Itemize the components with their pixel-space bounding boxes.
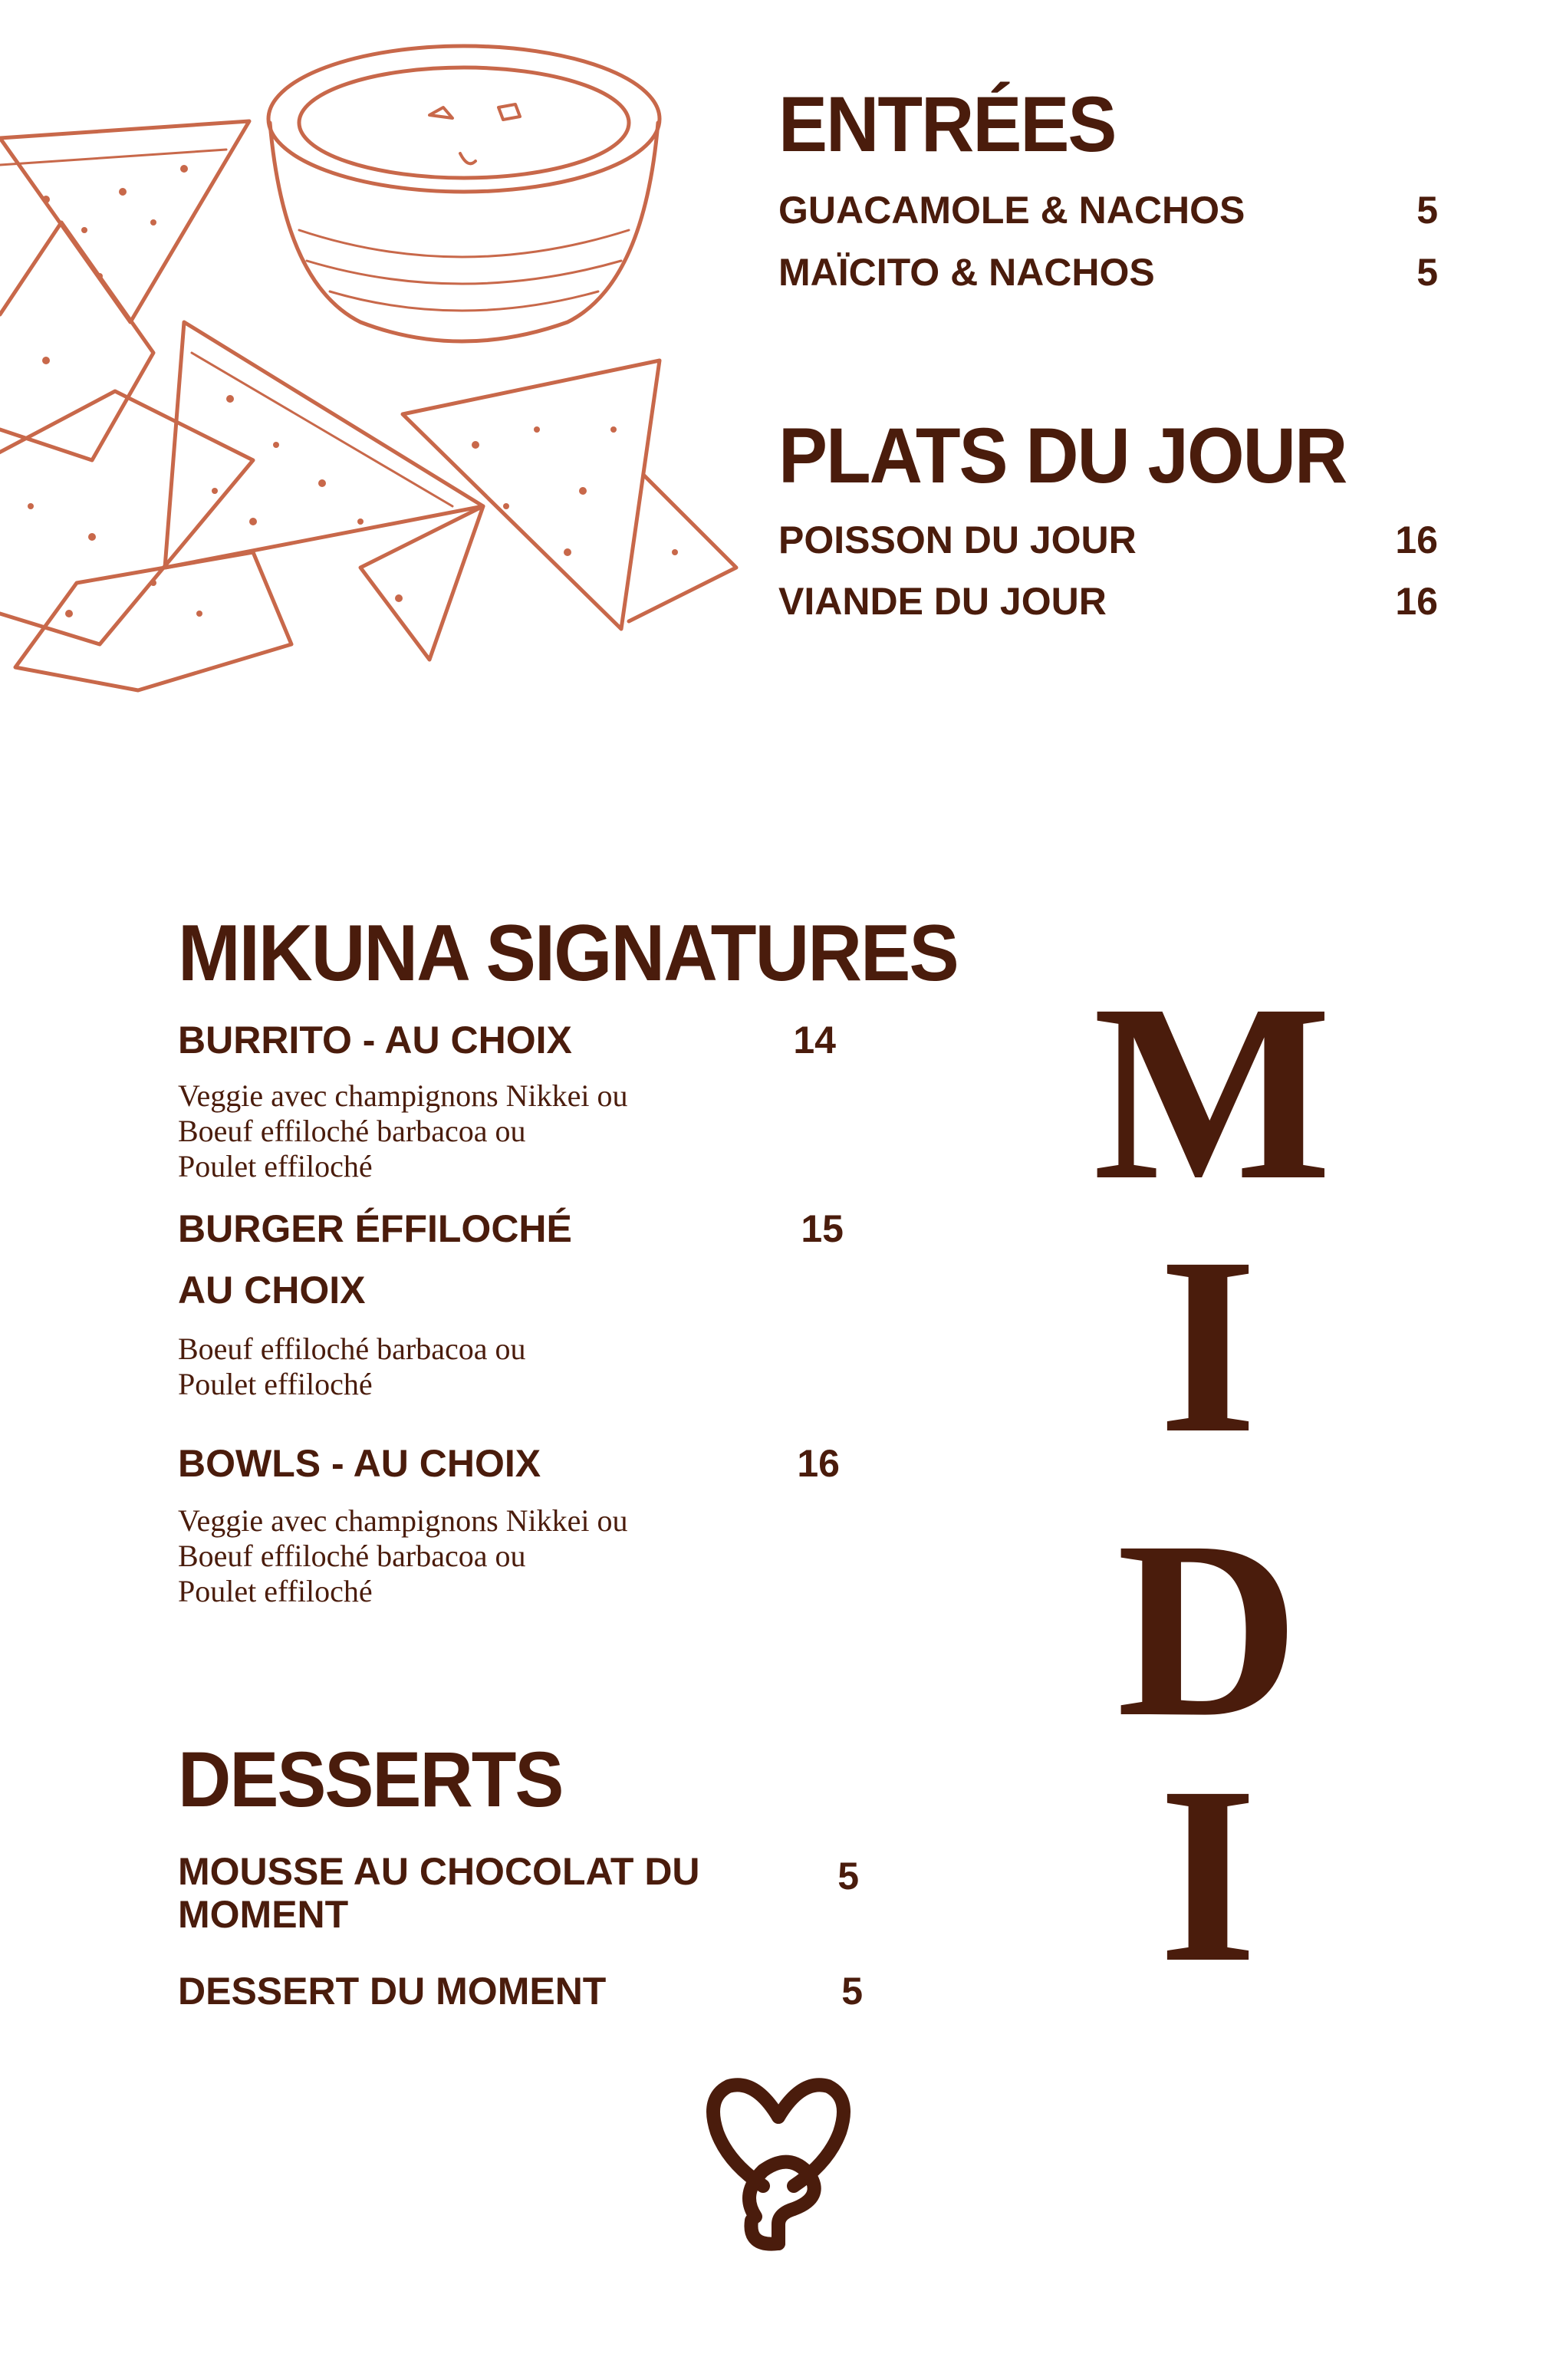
vertical-title-letter-m: M	[1093, 953, 1332, 1233]
plats-item-viande-price: 16	[1395, 580, 1438, 623]
vertical-title-letter-d: D	[1116, 1490, 1300, 1769]
plats-item-poisson-name: POISSON DU JOUR	[778, 518, 1137, 561]
entree-item-guacamole-name: GUACAMOLE & NACHOS	[778, 189, 1245, 232]
dessert-du-moment-price: 5	[841, 1970, 863, 2013]
signature-burrito-name: BURRITO - AU CHOIX	[178, 1019, 572, 1062]
dessert-mousse-name-line2: MOMENT	[178, 1893, 349, 1936]
entree-item-maicito-name: MAÏCITO & NACHOS	[778, 251, 1155, 294]
entree-item-maicito-price: 5	[1416, 251, 1438, 294]
entrees-title: ENTRÉES	[778, 81, 1116, 169]
plats-item-viande-name: VIANDE DU JOUR	[778, 580, 1107, 623]
vertical-title-letter-i2: I	[1158, 1735, 1258, 2015]
mikuna-logo-icon	[702, 2071, 855, 2255]
dessert-du-moment-name: DESSERT DU MOMENT	[178, 1970, 607, 2013]
desserts-title: DESSERTS	[178, 1736, 563, 1824]
plats-title: PLATS DU JOUR	[778, 412, 1347, 500]
dessert-mousse-name-line1: MOUSSE AU CHOCOLAT DU	[178, 1850, 700, 1893]
signature-burger-name-line2: AU CHOIX	[178, 1269, 366, 1312]
entree-item-guacamole-price: 5	[1416, 189, 1438, 232]
vertical-title-letter-i1: I	[1158, 1206, 1258, 1486]
plats-item-poisson-price: 16	[1395, 518, 1438, 561]
dessert-mousse-price: 5	[837, 1855, 859, 1898]
signature-bowls-description: Veggie avec champignons Nikkei ou Boeuf effiloché barbacoa ou Poulet effiloché	[178, 1503, 628, 1608]
signatures-title: MIKUNA SIGNATURES	[178, 907, 958, 998]
signature-bowls-name: BOWLS - AU CHOIX	[178, 1442, 541, 1485]
nachos-guacamole-illustration	[0, 31, 759, 690]
signature-burrito-description: Veggie avec champignons Nikkei ou Boeuf effiloché barbacoa ou Poulet effiloché	[178, 1078, 628, 1183]
signature-bowls-price: 16	[797, 1442, 840, 1485]
signature-burger-name-line1: BURGER ÉFFILOCHÉ	[178, 1207, 572, 1250]
signature-burrito-price: 14	[793, 1019, 836, 1062]
signature-burger-description: Boeuf effiloché barbacoa ou Poulet effiloché	[178, 1332, 526, 1401]
signature-burger-price: 15	[801, 1207, 844, 1250]
